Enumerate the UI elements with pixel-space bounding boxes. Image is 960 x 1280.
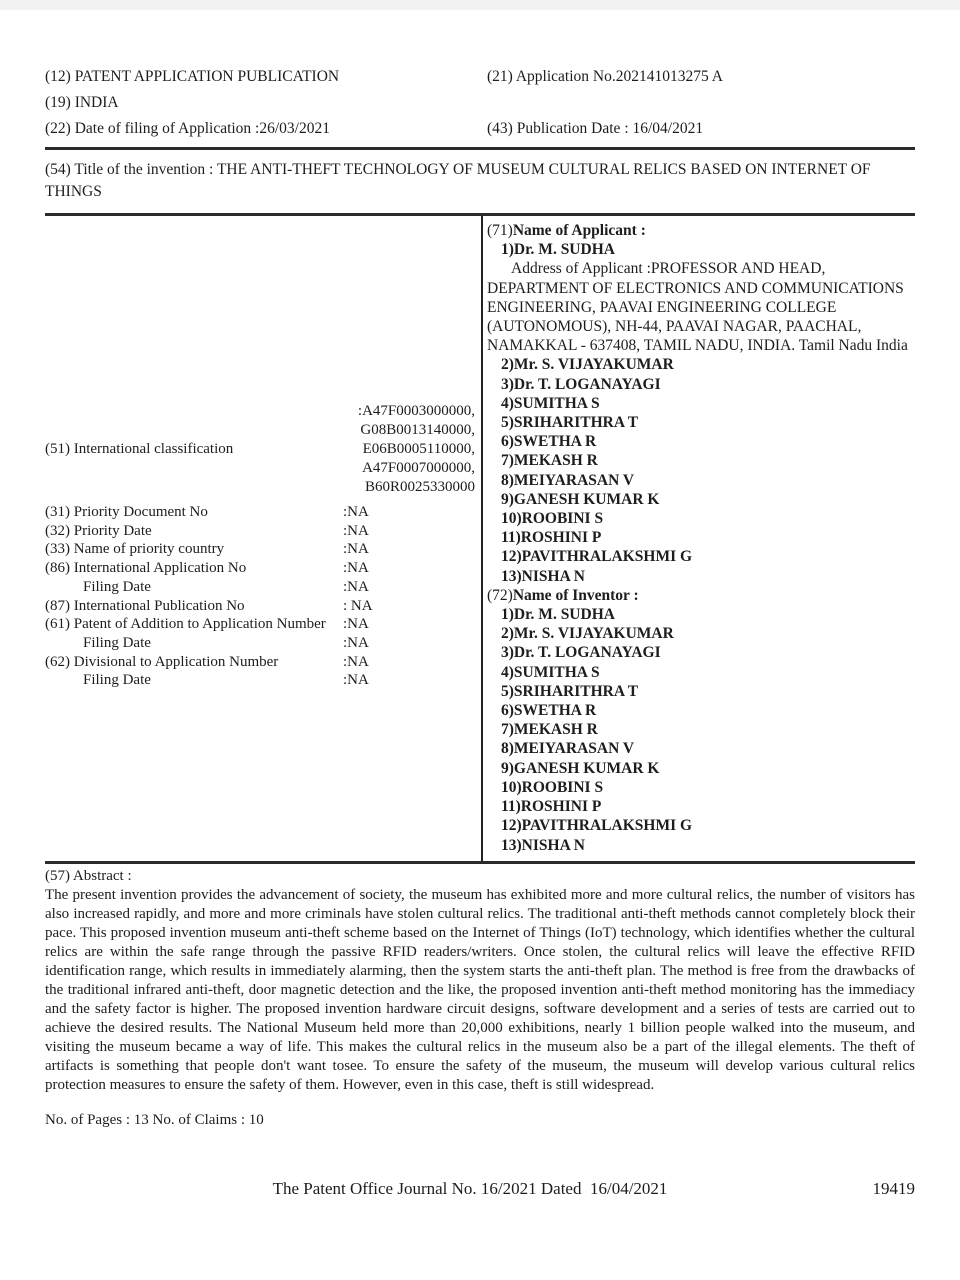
applicant-name: 6)SWETHA R — [501, 433, 597, 451]
inventor-name: 9)GANESH KUMAR K — [501, 759, 660, 777]
field-label: Filing Date — [83, 672, 151, 689]
applicant-address: Address of Applicant :PROFESSOR AND HEAD, DEPARTMENT OF ELECTRONICS AND COMMUNICATIONS ENGINEERING, PAAVAI ENGINEERING COLLEGE (AUTONOMOUS), NH-44, PAAVAI NAGAR, PAACHAL, NAMAKKAL - 637408, TAMIL NADU, INDIA. Tamil Nadu India — [487, 260, 908, 355]
field-row-filing-date — [45, 578, 475, 597]
pages-claims-line: No. of Pages : 13 No. of Claims : 10 — [45, 1111, 264, 1128]
field-row-patent-of-addition — [45, 615, 475, 634]
inventor-name: 11)ROSHINI P — [501, 798, 602, 816]
applicant-name: 1)Dr. M. SUDHA — [501, 241, 615, 259]
inventor-name: 6)SWETHA R — [501, 702, 597, 720]
classification-code: E06B0005110000, — [362, 441, 475, 457]
classification-codes — [358, 402, 475, 497]
classification-code: :A47F0003000000, — [357, 403, 475, 419]
right-column-parties — [483, 216, 915, 861]
filing-date: (22) Date of filing of Application :26/03/2021 — [45, 120, 330, 137]
patent-document-page — [0, 10, 960, 1199]
applicant-name: 8)MEIYARASAN V — [501, 471, 635, 489]
journal-page-number: 19419 — [872, 1178, 915, 1198]
inventor-name: 8)MEIYARASAN V — [501, 740, 635, 758]
inventor-heading-prefix: (72) — [487, 586, 513, 604]
country: (19) INDIA — [45, 94, 119, 111]
field-value: :NA — [343, 616, 369, 633]
field-label: Filing Date — [83, 578, 151, 595]
field-row-filing-date — [45, 634, 475, 653]
applicant-name: 4)SUMITHA S — [501, 394, 600, 412]
invention-title: (54) Title of the invention : THE ANTI-THEFT TECHNOLOGY OF MUSEUM CULTURAL RELICS BASED ON INTERNET OF THINGS — [45, 161, 871, 200]
field-value: :NA — [343, 672, 369, 689]
field-label: Filing Date — [83, 634, 151, 651]
applicant-name: 7)MEKASH R — [501, 452, 598, 470]
field-value: :NA — [343, 560, 369, 577]
inventor-name: 10)ROOBINI S — [501, 778, 604, 796]
field-row-priority-date — [45, 522, 475, 541]
bibliographic-header — [45, 10, 915, 137]
field-label: (31) Priority Document No — [45, 504, 208, 520]
applicant-name: 10)ROOBINI S — [501, 510, 604, 528]
bibliographic-table — [45, 213, 915, 864]
inventor-name: 12)PAVITHRALAKSHMI G — [501, 817, 693, 835]
inventor-name: 2)Mr. S. VIJAYAKUMAR — [501, 625, 674, 643]
field-label: (62) Divisional to Application Number — [45, 653, 279, 670]
applicant-name: 5)SRIHARITHRA T — [501, 414, 639, 432]
field-label: (87) International Publication No — [45, 597, 245, 614]
publication-date: (43) Publication Date : 16/04/2021 — [487, 120, 704, 137]
field-label: (86) International Application No — [45, 560, 247, 577]
inventor-name: 5)SRIHARITHRA T — [501, 682, 639, 700]
abstract-text: The present invention provides the advancement of society, the museum has exhibited more and more cultural relics, the number of visitors has also increased rapidly, and more and more criminals have stolen cultural relics. The traditional anti-theft methods cannot completely block their pace. This proposed invention museum anti-theft scheme based on the Internet of Things (IoT) technology, which identifies whether the cultural relics are within the safe range through the passive RFID readers/writers. Once stolen, the cultural relics will leave the effective RFID identification range, which results in immediately alarming, then the system starts the anti-theft plan. The method is free from the drawbacks of the traditional infrared anti-theft, door magnetic detection and the like, the proposed invention anti-theft method monitoring has the immediacy and the safety factor is higher. The proposed invention hardware circuit designs, software development and a series of tests are carried out to achieve the desired results. The National Museum held more than 20,000 exhibitions, nearly 1 billion people walked into the museum, and visiting the museum became a way of life. This makes the cultural relics in the museum also be a part of the illegal elements. The theft of artifacts is something that people don't want tosee. To ensure the safety of the museum, the museum will develop various cultural relics protection measures to ensure the safety of them. However, even in this case, theft is still widespread. — [45, 886, 915, 1093]
applicant-name: 13)NISHA N — [501, 567, 585, 585]
inventor-name: 3)Dr. T. LOGANAYAGI — [501, 644, 661, 662]
header-spacer — [487, 94, 915, 111]
field-row-priority-country — [45, 540, 475, 559]
inventor-name: 4)SUMITHA S — [501, 663, 600, 681]
inventor-name: 13)NISHA N — [501, 836, 585, 854]
field-row-filing-date — [45, 671, 475, 690]
left-column-fields — [45, 216, 483, 861]
applicant-name: 12)PAVITHRALAKSHMI G — [501, 548, 693, 566]
inventor-name: 1)Dr. M. SUDHA — [501, 606, 615, 624]
classification-code: A47F0007000000, — [362, 460, 475, 476]
classification-label: (51) International classification — [45, 441, 234, 457]
inventor-heading-label: Name of Inventor : — [512, 586, 639, 604]
international-classification-row — [45, 402, 475, 497]
field-label: (61) Patent of Addition to Application Number — [45, 616, 326, 633]
applicant-heading — [487, 221, 915, 240]
journal-reference: The Patent Office Journal No. 16/2021 Dated 16/04/2021 — [272, 1178, 668, 1198]
applicant-heading-prefix: (71) — [487, 222, 513, 239]
inventor-name: 7)MEKASH R — [501, 721, 598, 739]
applicant-name: 11)ROSHINI P — [501, 529, 602, 547]
application-number: (21) Application No.202141013275 A — [487, 68, 723, 85]
applicant-heading-label: Name of Applicant : — [512, 222, 646, 239]
field-row-international-application-no — [45, 559, 475, 578]
publication-type: (12) PATENT APPLICATION PUBLICATION — [45, 68, 340, 85]
inventor-heading — [487, 586, 915, 605]
field-value: :NA — [343, 541, 369, 558]
field-label: (32) Priority Date — [45, 522, 152, 539]
field-value: :NA — [343, 634, 369, 651]
classification-code: G08B0013140000, — [360, 422, 475, 438]
abstract-heading: (57) Abstract : — [45, 867, 132, 884]
field-value: :NA — [343, 522, 369, 539]
journal-footer — [45, 1179, 915, 1199]
field-value: :NA — [343, 504, 369, 520]
field-value: :NA — [343, 653, 369, 670]
field-value: :NA — [343, 578, 369, 595]
applicant-name: 9)GANESH KUMAR K — [501, 490, 660, 508]
priority-fields — [45, 503, 475, 690]
field-row-priority-document-no — [45, 503, 475, 522]
scan-edge-strip — [0, 0, 960, 10]
classification-code: B60R0025330000 — [364, 479, 475, 495]
applicant-name: 2)Mr. S. VIJAYAKUMAR — [501, 356, 674, 374]
field-value: : NA — [343, 597, 373, 614]
field-row-international-publication-no — [45, 597, 475, 616]
field-label: (33) Name of priority country — [45, 541, 225, 558]
field-row-divisional-application — [45, 653, 475, 672]
applicant-name: 3)Dr. T. LOGANAYAGI — [501, 375, 661, 393]
